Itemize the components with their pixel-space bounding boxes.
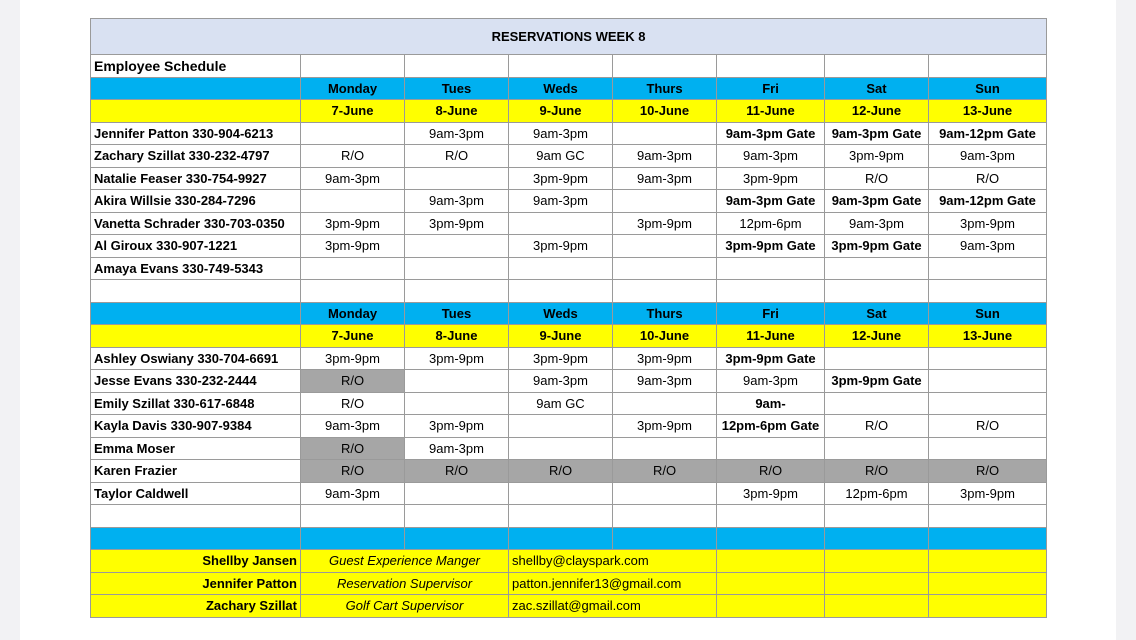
employee-name[interactable]: Emma Moser xyxy=(91,437,301,460)
date-header: 9-June xyxy=(509,100,613,123)
employee-name[interactable]: Amaya Evans 330-749-5343 xyxy=(91,257,301,280)
cell[interactable] xyxy=(509,505,613,528)
shift-cell[interactable]: 9am-3pm xyxy=(301,482,405,505)
employee-name[interactable]: Zachary Szillat 330-232-4797 xyxy=(91,145,301,168)
shift-cell[interactable]: R/O xyxy=(509,460,613,483)
cell[interactable] xyxy=(301,527,405,550)
cell[interactable] xyxy=(929,55,1047,78)
shift-cell[interactable]: 3pm-9pm xyxy=(301,347,405,370)
cell[interactable] xyxy=(301,505,405,528)
date-header: 10-June xyxy=(613,325,717,348)
shift-cell[interactable]: 9am-3pm xyxy=(717,370,825,393)
shift-cell[interactable] xyxy=(301,190,405,213)
day-header-weds: Weds xyxy=(509,77,613,100)
employee-name[interactable]: Taylor Caldwell xyxy=(91,482,301,505)
shift-cell[interactable]: 9am-3pm Gate xyxy=(825,190,929,213)
shift-cell[interactable] xyxy=(509,415,613,438)
day-header-sat: Sat xyxy=(825,302,929,325)
shift-cell[interactable]: 9am-3pm Gate xyxy=(717,190,825,213)
shift-cell[interactable]: 9am-3pm xyxy=(613,145,717,168)
shift-cell[interactable]: R/O xyxy=(405,460,509,483)
shift-cell[interactable]: R/O xyxy=(301,392,405,415)
shift-cell[interactable]: 3pm-9pm xyxy=(717,482,825,505)
shift-cell[interactable]: 9am-3pm xyxy=(405,190,509,213)
cell[interactable] xyxy=(613,280,717,303)
contact-role[interactable]: Guest Experience Manger xyxy=(301,550,509,573)
employee-name[interactable]: Emily Szillat 330-617-6848 xyxy=(91,392,301,415)
shift-cell[interactable]: 3pm-9pm xyxy=(825,145,929,168)
cell[interactable] xyxy=(405,55,509,78)
shift-cell[interactable] xyxy=(929,257,1047,280)
day-header-sun: Sun xyxy=(929,302,1047,325)
employee-name[interactable]: Akira Willsie 330-284-7296 xyxy=(91,190,301,213)
employee-name[interactable]: Karen Frazier xyxy=(91,460,301,483)
date-header: 7-June xyxy=(301,325,405,348)
schedule-row xyxy=(91,460,1047,483)
shift-cell[interactable]: 3pm-9pm xyxy=(405,415,509,438)
cell[interactable] xyxy=(929,280,1047,303)
cell[interactable] xyxy=(825,550,929,573)
contact-email[interactable]: patton.jennifer13@gmail.com xyxy=(509,572,717,595)
shift-cell[interactable]: R/O xyxy=(301,145,405,168)
shift-cell[interactable] xyxy=(405,392,509,415)
schedule-row xyxy=(91,122,1047,145)
date-header: 13-June xyxy=(929,325,1047,348)
schedule-row xyxy=(91,415,1047,438)
shift-cell[interactable] xyxy=(929,392,1047,415)
cell[interactable] xyxy=(717,572,825,595)
shift-cell[interactable]: R/O xyxy=(301,437,405,460)
shift-cell[interactable] xyxy=(613,437,717,460)
shift-cell[interactable] xyxy=(509,437,613,460)
shift-cell[interactable]: R/O xyxy=(613,460,717,483)
cell[interactable] xyxy=(929,527,1047,550)
spreadsheet-page xyxy=(20,0,1116,640)
schedule-row xyxy=(91,437,1047,460)
cell[interactable] xyxy=(825,55,929,78)
cell[interactable] xyxy=(301,280,405,303)
employee-name[interactable]: Kayla Davis 330-907-9384 xyxy=(91,415,301,438)
shift-cell[interactable] xyxy=(825,392,929,415)
shift-cell[interactable]: 9am-3pm xyxy=(929,235,1047,258)
cell[interactable] xyxy=(91,325,301,348)
contact-role[interactable]: Reservation Supervisor xyxy=(301,572,509,595)
cell[interactable] xyxy=(91,280,301,303)
shift-cell[interactable] xyxy=(825,437,929,460)
shift-cell[interactable]: 12pm-6pm Gate xyxy=(717,415,825,438)
day-header-fri: Fri xyxy=(717,77,825,100)
date-header: 13-June xyxy=(929,100,1047,123)
cell[interactable] xyxy=(929,572,1047,595)
cell[interactable] xyxy=(91,505,301,528)
contact-name[interactable]: Jennifer Patton xyxy=(91,572,301,595)
cell[interactable] xyxy=(717,550,825,573)
schedule-row xyxy=(91,212,1047,235)
day-header-tues: Tues xyxy=(405,302,509,325)
cell[interactable] xyxy=(929,595,1047,618)
sheet-title: RESERVATIONS WEEK 8 xyxy=(91,19,1047,55)
shift-cell[interactable] xyxy=(929,437,1047,460)
schedule-table xyxy=(90,18,1047,618)
shift-cell[interactable]: 12pm-6pm xyxy=(825,482,929,505)
cell[interactable] xyxy=(929,505,1047,528)
day-header-weds: Weds xyxy=(509,302,613,325)
schedule-row xyxy=(91,392,1047,415)
cell[interactable] xyxy=(405,527,509,550)
date-header: 11-June xyxy=(717,100,825,123)
shift-cell[interactable]: 9am GC xyxy=(509,392,613,415)
shift-cell[interactable]: R/O xyxy=(301,370,405,393)
schedule-row xyxy=(91,145,1047,168)
shift-cell[interactable] xyxy=(613,392,717,415)
date-header: 8-June xyxy=(405,325,509,348)
cell[interactable] xyxy=(405,280,509,303)
shift-cell[interactable]: 9am-3pm xyxy=(825,212,929,235)
shift-cell[interactable] xyxy=(301,257,405,280)
day-header-fri: Fri xyxy=(717,302,825,325)
shift-cell[interactable]: 3pm-9pm xyxy=(301,235,405,258)
date-header: 7-June xyxy=(301,100,405,123)
contact-row xyxy=(91,572,1047,595)
day-header-monday: Monday xyxy=(301,302,405,325)
cell[interactable] xyxy=(91,302,301,325)
shift-cell[interactable]: 3pm-9pm xyxy=(509,235,613,258)
cell[interactable] xyxy=(91,527,301,550)
shift-cell[interactable]: 3pm-9pm xyxy=(929,212,1047,235)
shift-cell[interactable]: 3pm-9pm xyxy=(301,212,405,235)
shift-cell[interactable]: 9am- xyxy=(717,392,825,415)
schedule-row xyxy=(91,370,1047,393)
contact-row xyxy=(91,595,1047,618)
shift-cell[interactable]: 3pm-9pm Gate xyxy=(717,235,825,258)
employee-name[interactable]: Jennifer Patton 330-904-6213 xyxy=(91,122,301,145)
cell[interactable] xyxy=(509,280,613,303)
employee-name[interactable]: Jesse Evans 330-232-2444 xyxy=(91,370,301,393)
day-header-sun: Sun xyxy=(929,77,1047,100)
shift-cell[interactable] xyxy=(613,190,717,213)
contact-name[interactable]: Shellby Jansen xyxy=(91,550,301,573)
cell[interactable] xyxy=(509,527,613,550)
shift-cell[interactable]: 9am-3pm xyxy=(509,370,613,393)
shift-cell[interactable]: R/O xyxy=(717,460,825,483)
employee-name[interactable]: Vanetta Schrader 330-703-0350 xyxy=(91,212,301,235)
shift-cell[interactable] xyxy=(509,482,613,505)
shift-cell[interactable]: 3pm-9pm xyxy=(929,482,1047,505)
shift-cell[interactable] xyxy=(405,167,509,190)
day-header-sat: Sat xyxy=(825,77,929,100)
shift-cell[interactable]: 3pm-9pm Gate xyxy=(825,235,929,258)
shift-cell[interactable] xyxy=(929,347,1047,370)
date-header: 12-June xyxy=(825,100,929,123)
shift-cell[interactable] xyxy=(613,122,717,145)
cell[interactable] xyxy=(929,550,1047,573)
date-header: 11-June xyxy=(717,325,825,348)
shift-cell[interactable]: R/O xyxy=(929,415,1047,438)
schedule-row xyxy=(91,257,1047,280)
shift-cell[interactable] xyxy=(509,257,613,280)
shift-cell[interactable]: 9am-12pm Gate xyxy=(929,190,1047,213)
employee-name[interactable]: Al Giroux 330-907-1221 xyxy=(91,235,301,258)
shift-cell[interactable] xyxy=(405,257,509,280)
shift-cell[interactable]: R/O xyxy=(825,415,929,438)
shift-cell[interactable]: 3pm-9pm xyxy=(613,212,717,235)
schedule-row xyxy=(91,167,1047,190)
shift-cell[interactable]: 9am-3pm xyxy=(509,122,613,145)
schedule-row xyxy=(91,482,1047,505)
shift-cell[interactable]: 3pm-9pm xyxy=(717,167,825,190)
contact-row xyxy=(91,550,1047,573)
shift-cell[interactable]: 9am-3pm xyxy=(405,122,509,145)
cell[interactable] xyxy=(91,100,301,123)
contact-name[interactable]: Zachary Szillat xyxy=(91,595,301,618)
day-header-thurs: Thurs xyxy=(613,302,717,325)
shift-cell[interactable]: 3pm-9pm xyxy=(405,347,509,370)
contact-email[interactable]: shellby@clayspark.com xyxy=(509,550,717,573)
cell[interactable] xyxy=(405,505,509,528)
cell[interactable] xyxy=(613,505,717,528)
shift-cell[interactable] xyxy=(825,347,929,370)
shift-cell[interactable] xyxy=(613,482,717,505)
cell[interactable] xyxy=(717,280,825,303)
cell[interactable] xyxy=(717,55,825,78)
shift-cell[interactable]: 9am-3pm xyxy=(717,145,825,168)
shift-cell[interactable]: R/O xyxy=(929,460,1047,483)
shift-cell[interactable]: R/O xyxy=(405,145,509,168)
shift-cell[interactable]: 9am-3pm Gate xyxy=(825,122,929,145)
shift-cell[interactable]: R/O xyxy=(825,460,929,483)
day-header-monday: Monday xyxy=(301,77,405,100)
cell[interactable] xyxy=(825,595,929,618)
cell[interactable] xyxy=(509,55,613,78)
cell[interactable] xyxy=(717,505,825,528)
shift-cell[interactable]: 9am-12pm Gate xyxy=(929,122,1047,145)
cell[interactable] xyxy=(301,55,405,78)
schedule-row xyxy=(91,235,1047,258)
contact-role[interactable]: Golf Cart Supervisor xyxy=(301,595,509,618)
date-header: 8-June xyxy=(405,100,509,123)
shift-cell[interactable] xyxy=(613,235,717,258)
shift-cell[interactable] xyxy=(509,212,613,235)
shift-cell[interactable]: 9am-3pm xyxy=(301,415,405,438)
cell[interactable] xyxy=(613,527,717,550)
cell[interactable] xyxy=(717,595,825,618)
cell[interactable] xyxy=(91,77,301,100)
shift-cell[interactable] xyxy=(301,122,405,145)
cell[interactable] xyxy=(717,527,825,550)
cell[interactable] xyxy=(825,527,929,550)
shift-cell[interactable]: 3pm-9pm Gate xyxy=(717,347,825,370)
shift-cell[interactable] xyxy=(717,257,825,280)
cell[interactable] xyxy=(825,572,929,595)
shift-cell[interactable]: 9am GC xyxy=(509,145,613,168)
shift-cell[interactable]: 3pm-9pm xyxy=(509,167,613,190)
shift-cell[interactable] xyxy=(405,370,509,393)
cell[interactable] xyxy=(825,505,929,528)
schedule-row xyxy=(91,190,1047,213)
contact-email[interactable]: zac.szillat@gmail.com xyxy=(509,595,717,618)
shift-cell[interactable]: 9am-3pm xyxy=(613,370,717,393)
shift-cell[interactable]: R/O xyxy=(301,460,405,483)
date-header: 12-June xyxy=(825,325,929,348)
shift-cell[interactable] xyxy=(929,370,1047,393)
employee-schedule-label: Employee Schedule xyxy=(91,55,301,78)
date-header: 10-June xyxy=(613,100,717,123)
shift-cell[interactable]: 9am-3pm xyxy=(301,167,405,190)
shift-cell[interactable]: 3pm-9pm xyxy=(613,347,717,370)
shift-cell[interactable]: R/O xyxy=(825,167,929,190)
shift-cell[interactable]: 12pm-6pm xyxy=(717,212,825,235)
cell[interactable] xyxy=(825,280,929,303)
shift-cell[interactable]: 3pm-9pm xyxy=(509,347,613,370)
shift-cell[interactable] xyxy=(825,257,929,280)
shift-cell[interactable]: 9am-3pm Gate xyxy=(717,122,825,145)
shift-cell[interactable]: 3pm-9pm xyxy=(405,212,509,235)
day-header-tues: Tues xyxy=(405,77,509,100)
shift-cell[interactable]: 9am-3pm xyxy=(929,145,1047,168)
day-header-thurs: Thurs xyxy=(613,77,717,100)
employee-name[interactable]: Natalie Feaser 330-754-9927 xyxy=(91,167,301,190)
shift-cell[interactable] xyxy=(613,257,717,280)
cell[interactable] xyxy=(613,55,717,78)
shift-cell[interactable] xyxy=(405,235,509,258)
shift-cell[interactable] xyxy=(405,482,509,505)
shift-cell[interactable]: 9am-3pm xyxy=(405,437,509,460)
shift-cell[interactable]: 9am-3pm xyxy=(509,190,613,213)
date-header: 9-June xyxy=(509,325,613,348)
shift-cell[interactable]: 3pm-9pm xyxy=(613,415,717,438)
shift-cell[interactable]: 3pm-9pm Gate xyxy=(825,370,929,393)
shift-cell[interactable] xyxy=(717,437,825,460)
employee-name[interactable]: Ashley Oswiany 330-704-6691 xyxy=(91,347,301,370)
shift-cell[interactable]: 9am-3pm xyxy=(613,167,717,190)
shift-cell[interactable]: R/O xyxy=(929,167,1047,190)
schedule-row xyxy=(91,347,1047,370)
